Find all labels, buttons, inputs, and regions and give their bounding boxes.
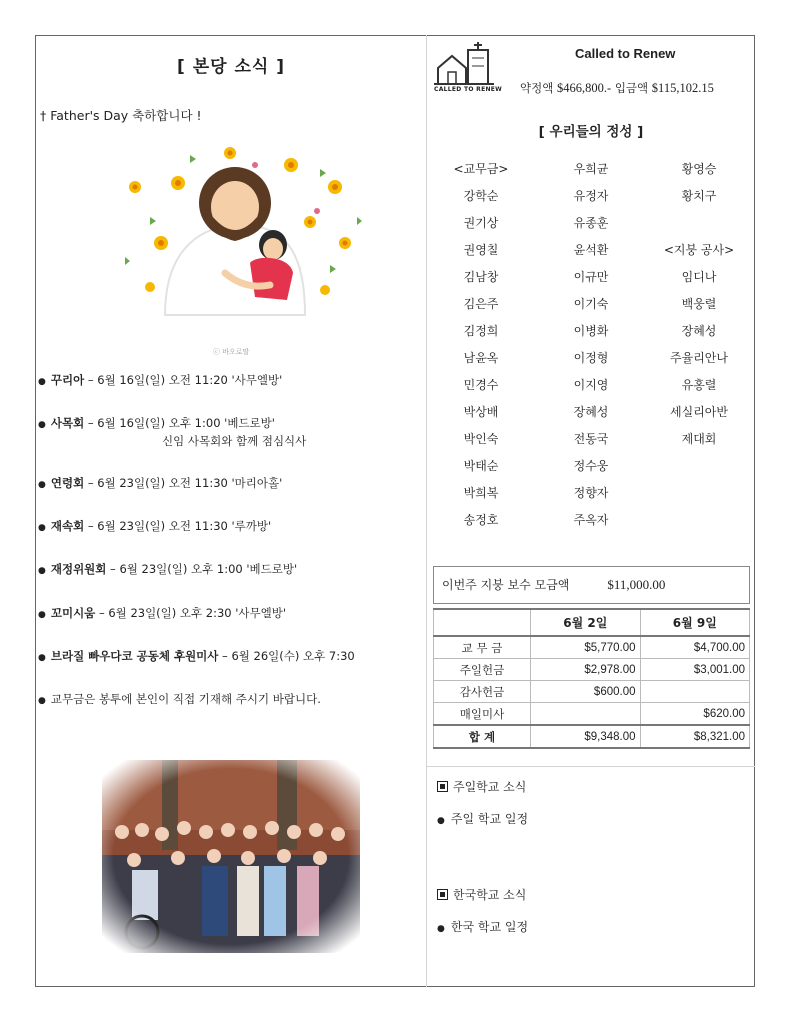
table-cell: $4,700.00 bbox=[640, 636, 750, 659]
korean-school-schedule: ● 한국 학교 일정 bbox=[437, 920, 529, 934]
bullet-icon: ● bbox=[38, 566, 46, 576]
list-item: 주옥자 bbox=[573, 513, 609, 527]
list-item: 박상배 bbox=[463, 405, 499, 419]
table-cell: 매일미사 bbox=[434, 703, 531, 726]
notice-pastoral-council: ● 사목회 – 6월 16일(일) 오후 1:00 '베드로방' bbox=[38, 416, 275, 430]
illustration-caption: ⓒ 바오로딸 bbox=[213, 348, 250, 356]
table-header-row bbox=[434, 609, 750, 636]
table-cell: $600.00 bbox=[531, 681, 641, 703]
table-cell: $2,978.00 bbox=[531, 659, 641, 681]
list-item: 김정희 bbox=[463, 324, 499, 338]
list-item: 김은주 bbox=[463, 297, 499, 311]
table-cell: 합 계 bbox=[434, 725, 531, 748]
section-separator bbox=[427, 766, 755, 767]
table-header-cell: 6월 9일 bbox=[640, 609, 750, 636]
table-total-row bbox=[434, 725, 750, 748]
list-item: 박태순 bbox=[463, 459, 499, 473]
table-cell: $620.00 bbox=[640, 703, 750, 726]
table-cell: $3,001.00 bbox=[640, 659, 750, 681]
table-header-cell bbox=[434, 609, 531, 636]
list-item: 장혜성 bbox=[573, 405, 609, 419]
list-item: 윤석환 bbox=[573, 243, 609, 257]
list-item bbox=[654, 210, 744, 237]
square-bullet-icon bbox=[437, 781, 448, 792]
list-item: 황영승 bbox=[681, 162, 717, 176]
list-item: 유정자 bbox=[573, 189, 609, 203]
korean-school-heading: 한국학교 소식 bbox=[437, 886, 526, 903]
list-item: 정향자 bbox=[573, 486, 609, 500]
list-item: 황치구 bbox=[681, 189, 717, 203]
list-item: 이병화 bbox=[573, 324, 609, 338]
bullet-icon: ● bbox=[437, 924, 445, 934]
roof-fund-amount: $11,000.00 bbox=[607, 577, 666, 592]
sunday-school-heading: 주일학교 소식 bbox=[437, 778, 526, 795]
list-item: 임디나 bbox=[681, 270, 717, 284]
table-row bbox=[434, 703, 750, 726]
bullet-icon: ● bbox=[38, 610, 46, 620]
bullet-icon: ● bbox=[437, 816, 445, 826]
table-header-cell: 6월 2일 bbox=[531, 609, 641, 636]
table-cell: 주일헌금 bbox=[434, 659, 531, 681]
list-item: 제대회 bbox=[681, 432, 717, 446]
notice-secular-order: ● 재속회 – 6월 23일(일) 오전 11:30 '루까방' bbox=[38, 519, 272, 533]
table-cell: 감사헌금 bbox=[434, 681, 531, 703]
donor-column-3 bbox=[654, 156, 744, 453]
called-to-renew-logo bbox=[432, 40, 503, 98]
list-item: 박희복 bbox=[463, 486, 499, 500]
notice-comitium: ● 꼬미시움 – 6월 23일(일) 오후 2:30 '사무엘방' bbox=[38, 606, 287, 620]
group-photo bbox=[102, 760, 360, 953]
roof-fund-label: 이번주 지붕 보수 모금액 bbox=[442, 578, 570, 592]
list-item: 남윤옥 bbox=[463, 351, 499, 365]
bullet-icon: ● bbox=[38, 420, 46, 430]
list-item: 주율리안나 bbox=[670, 351, 728, 365]
list-item: 유종훈 bbox=[573, 216, 609, 230]
bullet-icon: ● bbox=[38, 480, 46, 490]
table-cell bbox=[531, 703, 641, 726]
list-item: 권기상 bbox=[463, 216, 499, 230]
jesus-child-illustration bbox=[95, 125, 380, 360]
notice-contribution-envelope: ● 교무금은 봉투에 본인이 직접 기재해 주시기 바랍니다. bbox=[38, 692, 321, 706]
offering-title: [ 우리들의 정성 ] bbox=[538, 124, 644, 140]
list-item: 김남창 bbox=[463, 270, 499, 284]
list-item: 이정형 bbox=[573, 351, 609, 365]
parish-news-title: [ 본당 소식 ] bbox=[177, 57, 285, 77]
table-cell: $8,321.00 bbox=[640, 725, 750, 748]
list-item: 이지영 bbox=[573, 378, 609, 392]
bullet-icon: ● bbox=[38, 377, 46, 387]
list-item: 이기숙 bbox=[573, 297, 609, 311]
notice-pastoral-council-sub: 신임 사목회와 함께 점심식사 bbox=[162, 434, 307, 448]
list-item: 송정호 bbox=[463, 513, 499, 527]
table-row bbox=[434, 681, 750, 703]
list-item: <교무금> bbox=[453, 162, 509, 176]
square-bullet-icon bbox=[437, 889, 448, 900]
table-row bbox=[434, 659, 750, 681]
list-item: 이규만 bbox=[573, 270, 609, 284]
sunday-school-schedule: ● 주일 학교 일정 bbox=[437, 812, 529, 826]
list-item: 정수웅 bbox=[573, 459, 609, 473]
list-item: 세실리아반 bbox=[670, 405, 728, 419]
column-divider bbox=[426, 35, 427, 987]
logo-text: CALLED TO RENEW bbox=[434, 86, 503, 93]
table-cell: $9,348.00 bbox=[531, 725, 641, 748]
campaign-title: Called to Renew bbox=[575, 46, 676, 61]
list-item: 백웅렬 bbox=[681, 297, 717, 311]
list-item: 민경수 bbox=[463, 378, 499, 392]
notice-curia: ● 꾸리아 – 6월 16일(일) 오전 11:20 '사무엘방' bbox=[38, 373, 283, 387]
bullet-icon: ● bbox=[38, 653, 46, 663]
list-item: 강학순 bbox=[463, 189, 499, 203]
table-row bbox=[434, 636, 750, 659]
donor-column-1 bbox=[436, 156, 526, 534]
notice-brazil-mass: ● 브라질 빠우다코 공동체 후원미사 – 6월 26일(수) 오후 7:30 bbox=[38, 649, 355, 663]
list-item: 우희균 bbox=[573, 162, 609, 176]
list-item: <지붕 공사> bbox=[663, 243, 735, 257]
notice-funeral-committee: ● 연령회 – 6월 23일(일) 오전 11:30 '마리아홀' bbox=[38, 476, 283, 490]
list-item: 유홍렬 bbox=[681, 378, 717, 392]
list-item: 장혜성 bbox=[681, 324, 717, 338]
table-cell bbox=[640, 681, 750, 703]
table-cell: 교 무 금 bbox=[434, 636, 531, 659]
bullet-icon: ● bbox=[38, 696, 46, 706]
notice-finance-committee: ● 재정위원회 – 6월 23일(일) 오후 1:00 '베드로방' bbox=[38, 562, 298, 576]
list-item: 전동국 bbox=[573, 432, 609, 446]
roof-fund-box bbox=[433, 566, 750, 604]
offering-table bbox=[433, 608, 750, 749]
fathers-day-greeting: † Father's Day 축하합니다 ! bbox=[40, 108, 202, 123]
pledge-summary: 약정액 $466,800.- 입금액 $115,102.15 bbox=[520, 81, 714, 95]
donor-column-2 bbox=[546, 156, 636, 534]
table-cell: $5,770.00 bbox=[531, 636, 641, 659]
list-item: 권영칠 bbox=[463, 243, 499, 257]
bullet-icon: ● bbox=[38, 523, 46, 533]
list-item: 박인숙 bbox=[463, 432, 499, 446]
